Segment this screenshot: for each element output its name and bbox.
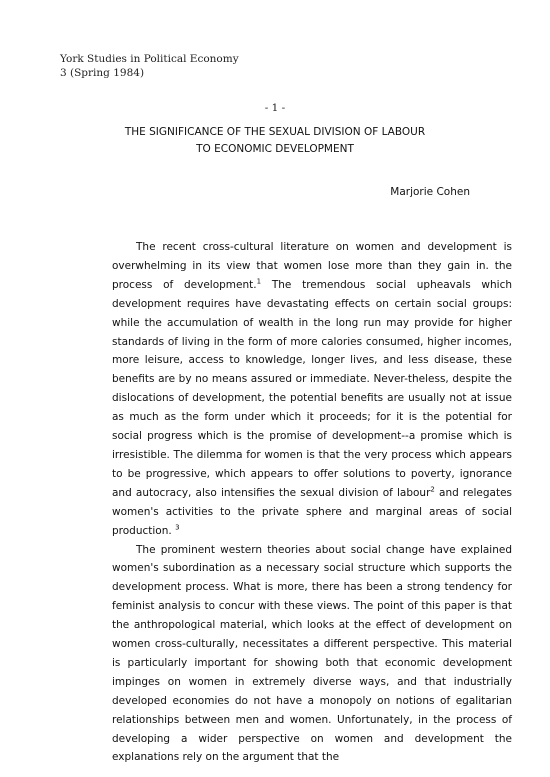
paragraph-1-text-c: and relegates women's activities to the private sphere and marginal areas of social production. bbox=[112, 486, 512, 537]
journal-issue: 3 (Spring 1984) bbox=[60, 67, 145, 79]
paragraph-2: The prominent western theories about social change have explained women's subordination as a necessary social structure which supports the development process. What is more, there has been a strong tendency for feminist analysis to concur with these views. The point of this paper is that the anthropological material, which looks at the effect of development on women cross-culturally, necessitates a different perspective. This material is particularly important for showing both that economic development impinges on women in extremely diverse ways, and that industrially developed economies do not have a monopoly on notions of egalitarian relationships between men and women. Unfortunately, in the process of developing a wider perspective on women and development the explanations rely on the argument that the bbox=[112, 543, 512, 764]
footnote-ref-3: 3 bbox=[175, 523, 180, 532]
journal-name: York Studies in Political Economy bbox=[60, 53, 239, 65]
page-number: - 1 - bbox=[264, 102, 286, 114]
footnote-ref-2: 2 bbox=[430, 485, 435, 494]
title-line-1: THE SIGNIFICANCE OF THE SEXUAL DIVISION OF LABOUR bbox=[124, 126, 426, 138]
footnote-ref-1: 1 bbox=[256, 277, 262, 286]
paragraph-1-text-a: The recent cross-cultural literature on women and development is overwhelming in its view that women lose more than they gain in. the process of development. bbox=[112, 241, 512, 291]
paragraph-1-text-b: The tremendous social upheavals which development requires have devastating effects on certain social groups: while the accumulation of wealth in the long run may provide for higher standards of living in the form of more calories consumed, higher incomes, more leisure, access to knowledge, longer lives, and less disease, these benefits are by no means assured or immediate. Never-theless, despite the dislocations of development, the potential benefits are usually not at issue as much as the form under which it proceeds; for it is the potential for social progress which is the promise of development--a promise which is irresistible. The dilemma for women is that the very process which appears to be progressive, which appears to offer solutions to poverty, ignorance and autocracy, also intensifies the sexual division of labour bbox=[112, 278, 513, 499]
journal-header bbox=[60, 52, 239, 80]
article-title bbox=[0, 124, 550, 158]
paragraph-1 bbox=[112, 238, 512, 541]
article-body bbox=[112, 238, 512, 767]
author-name: Marjorie Cohen bbox=[390, 186, 470, 198]
title-line-2: TO ECONOMIC DEVELOPMENT bbox=[196, 143, 354, 155]
